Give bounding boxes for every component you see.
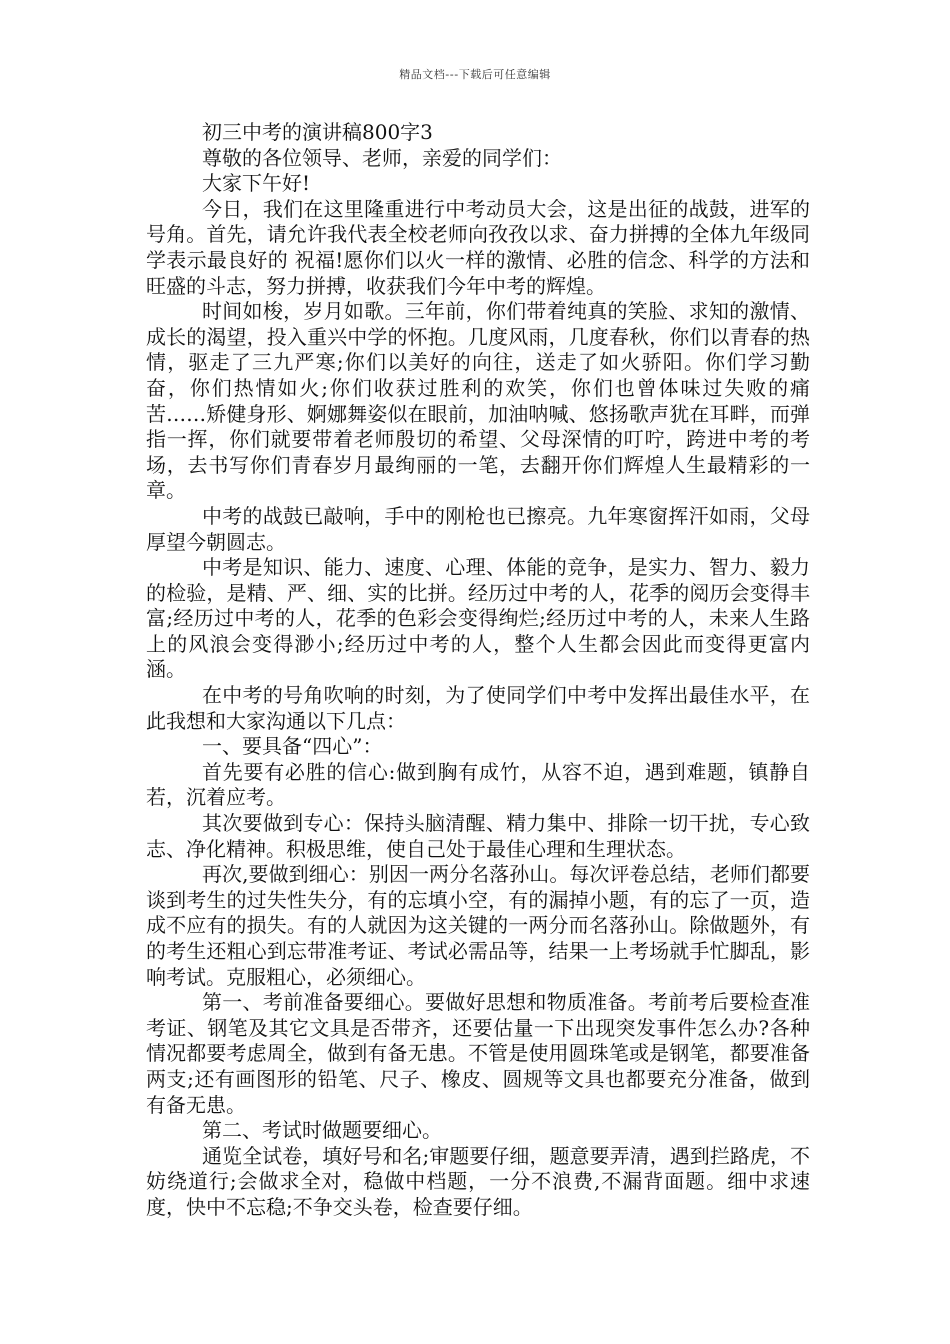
paragraph-carefulness: 再次,要做到细心：别因一两分名落孙山。每次评卷总结，老师们都要谈到考生的过失性失分，有的忘填小空，有的漏掉小题，有的忘了一页，造成不应有的损失。有的人就因为这关键的一两分而名落孙山。除做题外，有的考生还粗心到忘带准考证、考试必需品等，结果一上考场就手忙脚乱，影响考试。克服粗心，必须细心。: [146, 862, 810, 989]
paragraph-confidence: 首先要有必胜的信心:做到胸有成竹，从容不迫，遇到难题，镇静自若，沉着应考。: [146, 759, 810, 810]
paragraph-memories: 时间如梭，岁月如歌。三年前，你们带着纯真的笑脸、求知的激情、成长的渴望，投入重兴中学的怀抱。几度风雨，几度春秋，你们以青春的热情，驱走了三九严寒;你们以美好的向往，送走了如火骄阳。你们学习勤奋，你们热情如火;你们收获过胜利的欢笑，你们也曾体味过失败的痛苦……矫健身形、婀娜舞姿似在眼前，加油呐喊、悠扬歌声犹在耳畔，而弹指一挥，你们就要带着老师殷切的希望、父母深情的叮咛，跨进中考的考场，去书写你们青春岁月最绚丽的一笔，去翻开你们辉煌人生最精彩的一章。: [146, 299, 810, 503]
salutation: 尊敬的各位领导、老师，亲爱的同学们：: [202, 145, 562, 170]
paragraph-focus: 其次要做到专心：保持头脑清醒、精力集中、排除一切干扰，专心致志、净化精神。积极思维，使自己处于最佳心理和生理状态。: [146, 811, 810, 861]
paragraph-preparation: 第一、考前准备要细心。要做好思想和物质准备。考前考后要检查准考证、钢笔及其它文具是否带齐，还要估量一下出现突发事件怎么办?各种情况都要考虑周全，做到有备无患。不管是使用圆珠笔或是钢笔，都要准备两支;还有画图形的铅笔、尺子、橡皮、圆规等文具也都要充分准备，做到有备无患。: [146, 990, 810, 1117]
paragraph-competition: 中考是知识、能力、速度、心理、体能的竞争，是实力、智力、毅力的检验，是精、严、细、实的比拼。经历过中考的人，花季的阅历会变得丰富;经历过中考的人，花季的色彩会变得绚烂;经历过中考的人，未来人生路上的风浪会变得渺小;经历过中考的人，整个人生都会因此而变得更富内涵。: [146, 555, 810, 682]
document-title: 初三中考的演讲稿800字3: [202, 120, 433, 144]
section-heading-exam-care: 第二、考试时做题要细心。: [202, 1118, 442, 1143]
greeting: 大家下午好!: [202, 171, 311, 196]
paragraph-exam-tips: 通览全试卷，填好号和名;审题要仔细，题意要弄清，遇到拦路虎，不妨绕道行;会做求全对，稳做中档题，一分不浪费,不漏背面题。细中求速度，快中不忘稳;不争交头卷，检查要仔细。: [146, 1143, 810, 1219]
paragraph-opening: 今日，我们在这里隆重进行中考动员大会，这是出征的战鼓，进军的号角。首先，请允许我代表全校老师向孜孜以求、奋力拼搏的全体九年级同学表示最良好的 祝福!愿你们以火一样的激情、必胜的信念、科学的方法和旺盛的斗志，努力拼搏，收获我们今年中考的辉煌。: [146, 196, 810, 298]
paragraph-intro-points: 在中考的号角吹响的时刻，为了使同学们中考中发挥出最佳水平，在此我想和大家沟通以下几点：: [146, 683, 810, 733]
section-heading-four-hearts: 一、要具备“四心”：: [202, 734, 383, 759]
paragraph-drums: 中考的战鼓已敲响，手中的刚枪也已擦亮。九年寒窗挥汗如雨，父母厚望今朝圆志。: [146, 503, 810, 554]
document-body: [146, 120, 810, 1221]
page-header-note: 精品文档---下载后可任意编辑: [399, 68, 551, 81]
